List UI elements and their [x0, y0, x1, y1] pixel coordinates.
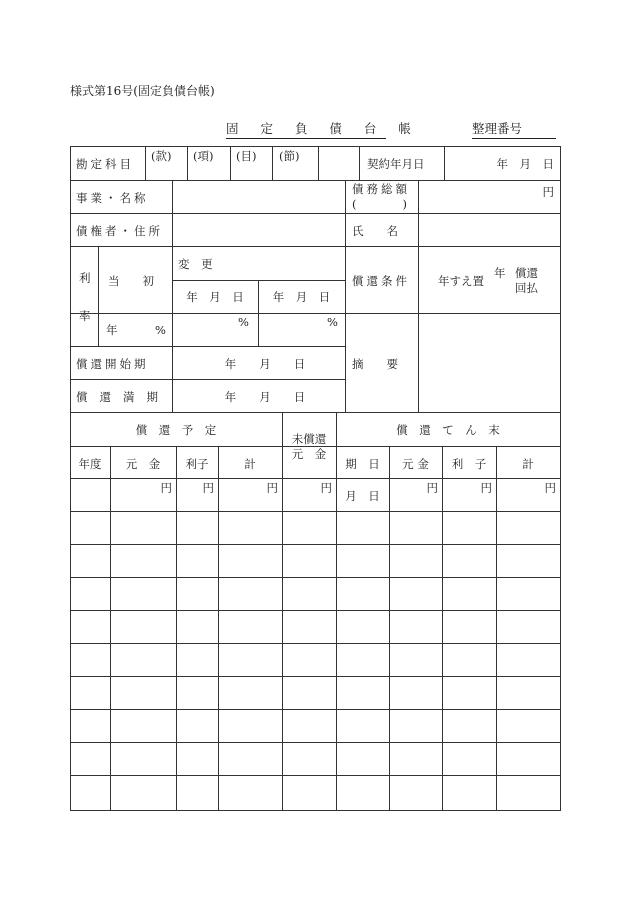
unit-total: 円 — [266, 481, 278, 495]
account-kan-label: (款) — [151, 149, 172, 163]
unpaid-principal-line1: 未償還 — [291, 432, 327, 446]
unit-interest: 円 — [202, 481, 214, 495]
account-moku-label: (目) — [236, 149, 257, 163]
interest-label-bottom: 率 — [79, 309, 91, 323]
summary-label: 摘 要 — [352, 357, 398, 371]
interest-rate-percent-3: % — [327, 315, 338, 329]
creditor-name-label: 氏 名 — [352, 224, 398, 238]
column-due-date: 期 日 — [345, 457, 380, 471]
repayment-start-date: 年 月 日 — [224, 357, 306, 371]
reference-number-label: 整理番号 — [472, 119, 556, 139]
unit-unpaid-principal: 円 — [320, 481, 332, 495]
contract-date-value: 年 月 日 — [496, 157, 554, 171]
contract-date-label: 契約年月日 — [367, 157, 425, 171]
project-name-label: 事業・名称 — [76, 191, 149, 205]
column-interest: 利子 — [185, 457, 209, 471]
interest-label-top: 利 — [79, 271, 91, 285]
total-debt-unit: 円 — [542, 185, 554, 199]
interest-change-date-2: 年 月 日 — [272, 290, 331, 304]
repayment-settlement-header: 償 還 て ん 末 — [396, 423, 500, 437]
column-settled-interest: 利 子 — [451, 457, 487, 471]
account-setsu-label: (節) — [279, 149, 300, 163]
unit-principal: 円 — [160, 481, 172, 495]
repayment-installment-label: 回払 — [515, 281, 538, 295]
repayment-end-date: 年 月 日 — [224, 390, 306, 404]
interest-change-date-1: 年 月 日 — [186, 290, 244, 304]
repayment-start-label: 償還開始期 — [76, 357, 149, 371]
repayment-year-label: 年 — [494, 266, 506, 280]
column-fiscal-year: 年度 — [78, 457, 102, 471]
unit-month-day: 月 日 — [345, 489, 380, 503]
account-kou-label: (項) — [193, 149, 214, 163]
unit-settled-interest: 円 — [480, 481, 492, 495]
creditor-address-label: 債権者・住所 — [76, 224, 163, 238]
repayment-repay-label: 償還 — [515, 266, 538, 280]
column-total: 計 — [244, 457, 256, 471]
interest-change-label: 変 更 — [178, 257, 217, 271]
interest-initial-label: 当 初 — [108, 274, 154, 288]
column-settled-total: 計 — [522, 457, 534, 471]
repayment-end-label: 償還満期 — [76, 390, 170, 404]
repayment-plan-header: 償 還 予 定 — [135, 423, 217, 437]
ledger-title: 固 定 負 債 台 帳 — [226, 119, 386, 139]
column-principal: 元 金 — [125, 457, 161, 471]
unit-settled-principal: 円 — [426, 481, 438, 495]
total-debt-paren: ( ) — [352, 197, 407, 211]
repayment-conditions-label: 償還条件 — [352, 274, 410, 288]
interest-rate-prefix: 年 — [106, 323, 118, 337]
form-number: 様式第16号(固定負債台帳) — [70, 84, 215, 98]
unpaid-principal-line2: 元 金 — [291, 447, 327, 461]
account-label: 勘定科目 — [76, 157, 134, 171]
column-settled-principal: 元 金 — [402, 457, 429, 471]
interest-rate-percent-2: % — [238, 315, 249, 329]
interest-rate-percent-1: % — [155, 323, 166, 337]
unit-settled-total: 円 — [544, 481, 556, 495]
total-debt-label: 債務総額 — [352, 182, 410, 196]
repayment-deferral-label: 年すえ置 — [438, 274, 484, 288]
